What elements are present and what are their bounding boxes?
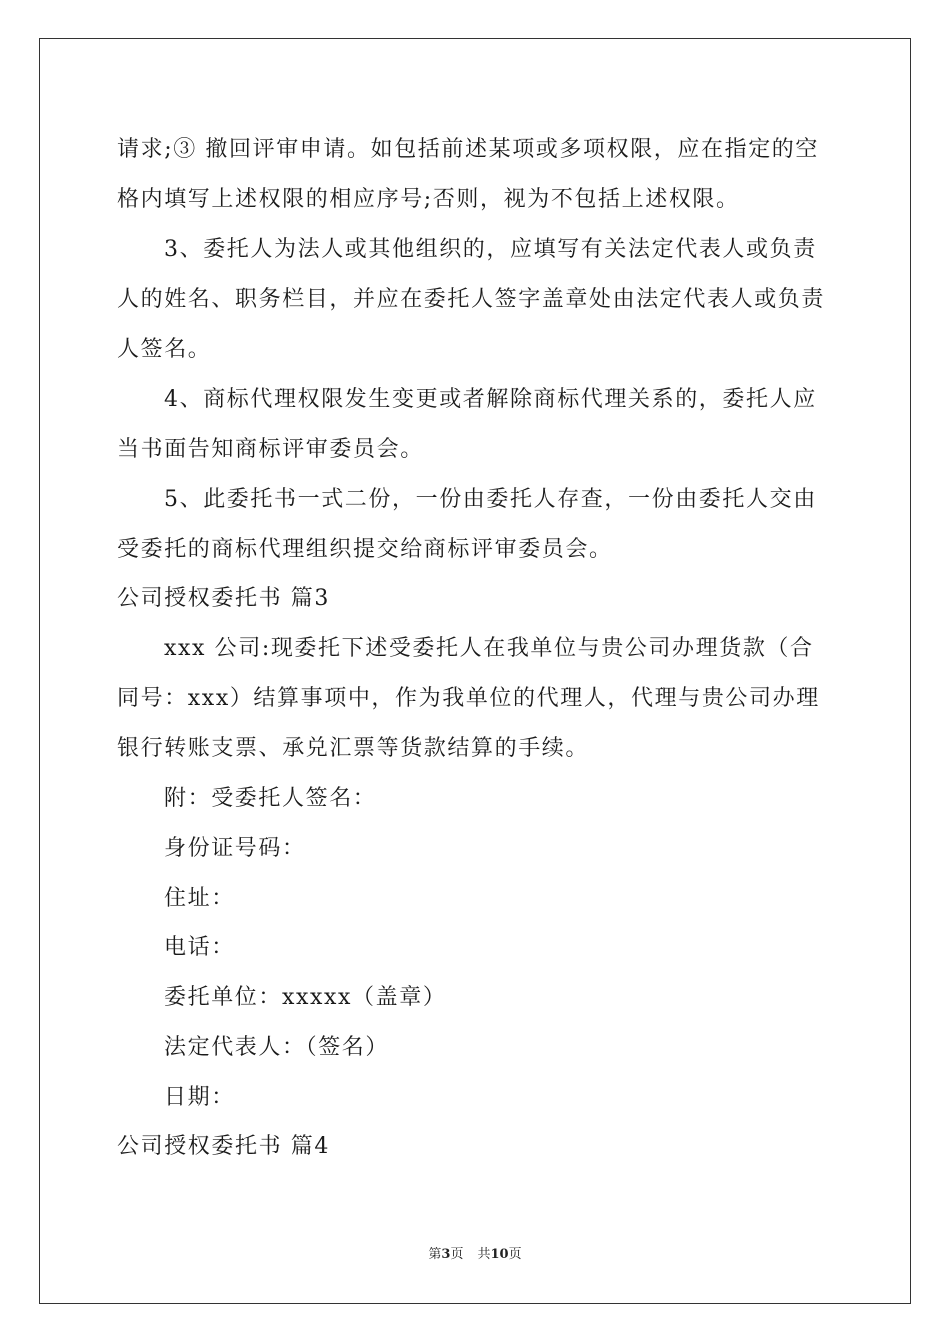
paragraph-line: 人的姓名、职务栏目，并应在委托人签字盖章处由法定代表人或负责: [117, 287, 826, 312]
form-field-label: 附：受委托人签名：: [164, 786, 377, 811]
page-suffix: 页: [450, 1247, 464, 1262]
paragraph-line: 3、委托人为法人或其他组织的，应填写有关法定代表人或负责: [164, 237, 817, 262]
form-field-label: 委托单位：xxxxx（盖章）: [164, 985, 447, 1010]
form-field-label: 电话：: [164, 935, 235, 960]
page-current: 3: [441, 1247, 451, 1262]
page-border: [39, 38, 911, 1304]
form-field-label: 法定代表人：（签名）: [164, 1035, 390, 1060]
form-field-label: 身份证号码：: [164, 836, 306, 861]
paragraph-line: 5、此委托书一式二份，一份由委托人存查，一份由委托人交由: [164, 487, 817, 512]
paragraph-line: 同号：xxx）结算事项中，作为我单位的代理人，代理与贵公司办理: [117, 686, 820, 711]
paragraph-line: 格内填写上述权限的相应序号;否则，视为不包括上述权限。: [117, 187, 740, 212]
section-heading: 公司授权委托书 篇4: [117, 1134, 330, 1159]
section-heading: 公司授权委托书 篇3: [117, 586, 330, 611]
total-suffix: 页: [508, 1247, 522, 1262]
page-prefix: 第: [428, 1247, 442, 1262]
paragraph-line: 人签名。: [117, 337, 212, 362]
page-total: 10: [490, 1247, 509, 1262]
paragraph-line: 当书面告知商标评审委员会。: [117, 437, 424, 462]
paragraph-line: 银行转账支票、承兑汇票等货款结算的手续。: [117, 736, 590, 761]
form-field-label: 日期：: [164, 1085, 235, 1110]
form-field-label: 住址：: [164, 886, 235, 911]
total-prefix: 共: [477, 1247, 491, 1262]
paragraph-line: xxx 公司:现委托下述受委托人在我单位与贵公司办理货款（合: [164, 636, 814, 661]
paragraph-line: 受委托的商标代理组织提交给商标评审委员会。: [117, 537, 613, 562]
paragraph-line: 请求;③ 撤回评审申请。如包括前述某项或多项权限，应在指定的空: [117, 137, 820, 162]
page-footer: [0, 1247, 950, 1263]
paragraph-line: 4、商标代理权限发生变更或者解除商标代理关系的，委托人应: [164, 387, 817, 412]
